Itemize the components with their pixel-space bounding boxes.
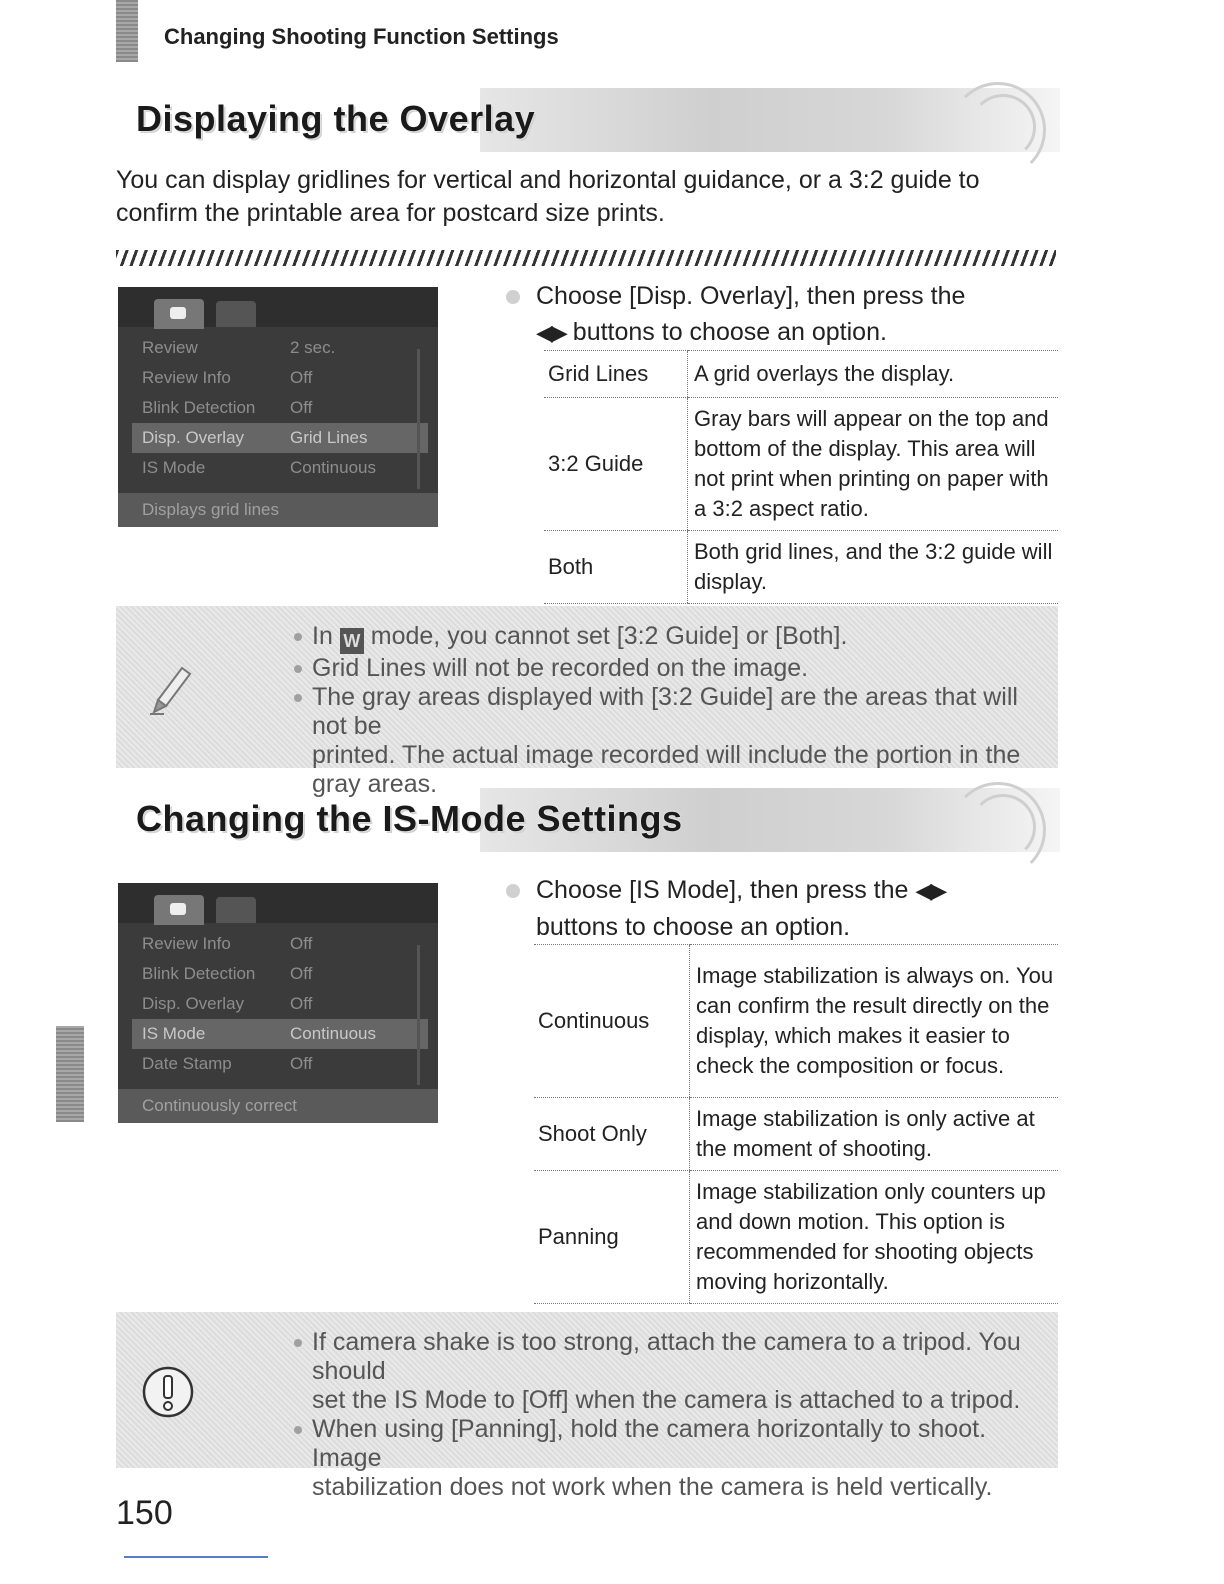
pencil-icon [146, 660, 196, 716]
banner-ring-decoration [970, 794, 1036, 860]
menu-scrollbar [417, 945, 420, 1085]
caution-item-continuation: stabilization does not work when the camera is held vertically. [312, 1473, 993, 1501]
left-right-arrow-icon: ◀▶ [915, 878, 946, 903]
step-instruction: Choose [Disp. Overlay], then press the ◀▶ buttons to choose an option. [536, 278, 1036, 351]
section-intro: You can display gridlines for vertical and horizontal guidance, or a 3:2 guide to confirm the printable area for postcard size prints. [116, 166, 980, 227]
caution-list [312, 1328, 1052, 1502]
note-item-continuation: printed. The actual image recorded will include the portion in the gray areas. [312, 741, 1021, 798]
menu-row: Date Stamp Off [142, 1054, 313, 1073]
camera-tab-icon [154, 895, 204, 925]
left-right-arrow-icon: ◀▶ [536, 320, 566, 345]
tools-tab-icon [216, 897, 256, 923]
menu-row: IS Mode Continuous [142, 458, 377, 477]
section-title: Changing the IS-Mode Settings [136, 798, 683, 839]
is-mode-options-table [534, 944, 1058, 1304]
banner-ring-decoration [970, 94, 1036, 160]
camera-menu-screenshot [118, 883, 438, 1123]
camera-tab-icon [154, 299, 204, 329]
caution-box [116, 1312, 1058, 1501]
caution-item-continuation: set the IS Mode to [Off] when the camera is attached to a tripod. [312, 1386, 1021, 1414]
section-banner-is-mode [120, 788, 1060, 858]
menu-hint-bar: Continuously correct [118, 1089, 438, 1123]
chapter-side-tab [56, 1026, 84, 1122]
step-instruction: Choose [IS Mode], then press the ◀▶ buttons to choose an option. [536, 872, 1036, 945]
table-row: Shoot Only Image stabilization is only active at the moment of shooting. [534, 1098, 1058, 1171]
table-row: 3:2 Guide Gray bars will appear on the top and bottom of the display. This area will not print when printing on paper with a 3:2 aspect ratio. [544, 398, 1058, 531]
hatched-divider [116, 250, 1056, 266]
menu-row: Blink Detection Off [142, 964, 313, 983]
mode-w-icon: W [340, 628, 364, 654]
section-title: Displaying the Overlay [136, 98, 536, 139]
menu-scrollbar [417, 349, 420, 489]
header-marker [116, 0, 138, 62]
page-number: 150 [116, 1494, 173, 1532]
menu-row: Disp. Overlay Off [142, 994, 313, 1013]
note-list [312, 622, 1052, 799]
menu-row: Review Info Off [142, 368, 313, 387]
note-item: In W mode, you cannot set [3:2 Guide] or [Both]. [312, 622, 1052, 654]
caution-icon [140, 1364, 196, 1420]
menu-row-selected: IS Mode Continuous [132, 1019, 428, 1049]
camera-menu-screenshot [118, 287, 438, 527]
caution-item: If camera shake is too strong, attach the camera to a tripod. You should [312, 1328, 1052, 1386]
table-row: Panning Image stabilization only counters up and down motion. This option is recommended for shooting objects moving horizontally. [534, 1171, 1058, 1304]
step-bullet-icon [506, 290, 520, 304]
note-box [116, 606, 1058, 798]
tools-tab-icon [216, 301, 256, 327]
overlay-options-table [544, 350, 1058, 604]
menu-row: Review Info Off [142, 934, 313, 953]
running-header: Changing Shooting Function Settings [164, 24, 559, 49]
note-item: The gray areas displayed with [3:2 Guide] are the areas that will not be [312, 683, 1052, 741]
caution-item: When using [Panning], hold the camera horizontally to shoot. Image [312, 1415, 1052, 1473]
table-row: Continuous Image stabilization is always on. You can confirm the result directly on the display, which makes it easier to check the composition or focus. [534, 945, 1058, 1098]
section-banner-overlay [120, 88, 1060, 158]
menu-hint-bar: Displays grid lines [118, 493, 438, 527]
table-row: Grid Lines A grid overlays the display. [544, 351, 1058, 398]
menu-row: Review 2 sec. [142, 338, 336, 357]
menu-row-selected: Disp. Overlay Grid Lines [132, 423, 428, 453]
step-bullet-icon [506, 884, 520, 898]
table-row: Both Both grid lines, and the 3:2 guide will display. [544, 531, 1058, 604]
footer-rule [124, 1556, 268, 1558]
note-item: Grid Lines will not be recorded on the image. [312, 654, 1052, 683]
menu-row: Blink Detection Off [142, 398, 313, 417]
